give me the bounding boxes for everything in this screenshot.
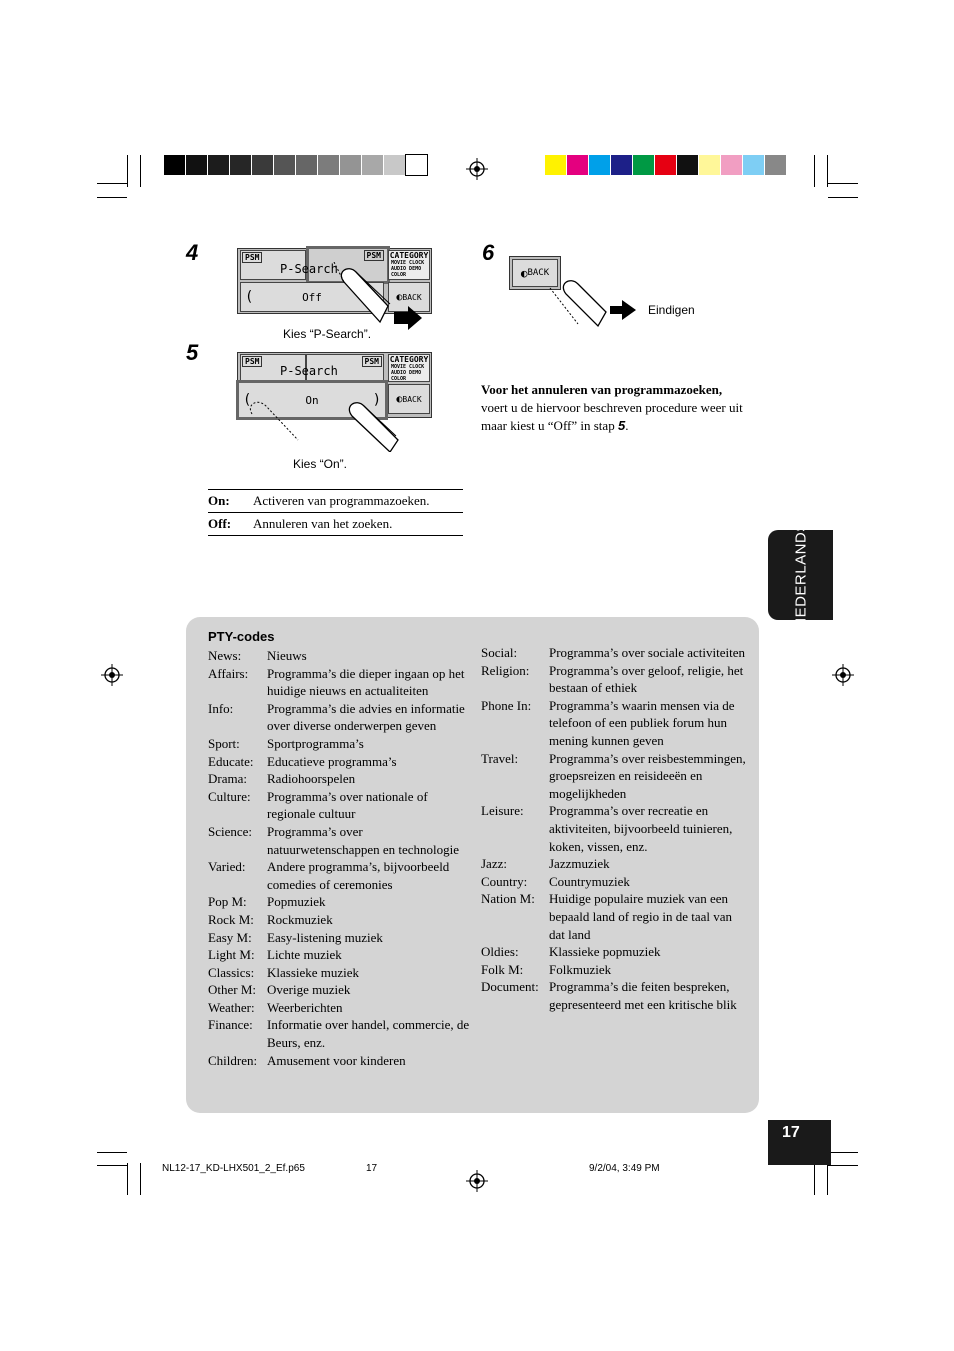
psm-label: PSM: [242, 252, 262, 263]
gray-swatch: [274, 155, 295, 175]
color-swatch: [721, 155, 742, 175]
pty-code-term: Phone In:: [481, 697, 532, 713]
pty-code-row: [208, 893, 473, 911]
definition-row: Off: Annuleren van het zoeken.: [208, 513, 463, 536]
pty-code-row: [208, 929, 473, 947]
pty-code-description: Easy-listening muziek: [267, 929, 383, 945]
pty-codes-left-column: [208, 647, 473, 1069]
pty-code-description: Programma’s over geloof, religie, het bestaan of ethiek: [549, 662, 744, 696]
pty-code-term: Jazz:: [481, 856, 507, 872]
page-number-box: [768, 1120, 831, 1165]
pty-code-row: [481, 697, 751, 750]
cancel-note-end: .: [625, 418, 629, 433]
pty-code-row: [481, 943, 751, 961]
pty-code-row: [208, 770, 473, 788]
color-swatch: [699, 155, 720, 175]
category-menu[interactable]: CATEGORY MOVIE CLOCK AUDIO DEMO COLOR: [389, 251, 429, 278]
registration-mark-bottom: [466, 1170, 488, 1192]
language-tab: [768, 521, 833, 629]
gray-swatch: [252, 155, 273, 175]
p-search-label: P-Search: [280, 364, 338, 378]
pty-code-term: Drama:: [208, 771, 247, 787]
color-swatch: [677, 155, 698, 175]
footer-filename: NL12-17_KD-LHX501_2_Ef.p65: [162, 1163, 305, 1174]
pty-code-term: Varied:: [208, 859, 246, 875]
color-swatch: [655, 155, 676, 175]
pty-code-description: Educatieve programma’s: [267, 753, 397, 769]
pty-code-term: Educate:: [208, 753, 254, 769]
pty-code-term: Light M:: [208, 947, 255, 963]
cancel-note-heading: Voor het annuleren van programmazoeken,: [481, 382, 723, 397]
pty-code-term: Easy M:: [208, 929, 252, 945]
pty-code-term: Document:: [481, 979, 539, 995]
arrow-left-icon[interactable]: (: [245, 289, 254, 305]
arrow-right-icon[interactable]: ): [372, 392, 381, 408]
back-button[interactable]: ◐ BACK: [388, 384, 430, 414]
pty-code-row: [208, 1052, 473, 1070]
pty-code-description: Programma’s die dieper ingaan op het huidige nieuws en actualiteiten: [267, 665, 465, 699]
pty-code-term: Science:: [208, 823, 253, 839]
pty-code-row: [208, 735, 473, 753]
pty-code-row: [208, 999, 473, 1017]
pty-code-description: Programma’s waarin mensen via de telefoon of een publiek forum hun mening kunnen geven: [549, 697, 735, 748]
off-label: Off: [302, 290, 322, 304]
pty-code-term: Culture:: [208, 788, 251, 804]
color-swatch: [765, 155, 786, 175]
psm-label: PSM: [364, 250, 384, 261]
cancel-note-step-ref: 5: [617, 418, 626, 433]
pty-code-term: Children:: [208, 1052, 258, 1068]
pty-codes-title: PTY-codes: [208, 629, 275, 644]
pty-code-term: Social:: [481, 645, 518, 660]
pty-code-row: [481, 855, 751, 873]
language-tab-label: NEDERLANDS: [792, 521, 809, 629]
psm-label: PSM: [362, 356, 382, 367]
pty-code-term: Country:: [481, 873, 528, 889]
pty-code-row: [481, 873, 751, 891]
pty-code-description: Programma’s over recreatie en aktiviteiten, bijvoorbeeld tuinieren, koken, vissen, enz.: [549, 803, 733, 854]
pty-code-description: Nieuws: [267, 648, 307, 663]
pty-code-description: Weerberichten: [267, 999, 343, 1015]
gray-swatch: [230, 155, 251, 175]
color-swatch: [567, 155, 588, 175]
step-5-number: 5: [186, 340, 199, 365]
pty-code-description: Programma’s over nationale of regionale cultuur: [267, 788, 428, 822]
gray-swatch: [318, 155, 339, 175]
gray-swatch: [384, 155, 405, 175]
pty-code-row: [208, 981, 473, 999]
finger-press-icon: [326, 262, 426, 332]
pty-code-term: Religion:: [481, 662, 530, 678]
pty-code-term: Info:: [208, 700, 234, 716]
registration-mark-top: [466, 158, 488, 180]
color-swatch: [611, 155, 632, 175]
pty-code-row: [481, 644, 751, 662]
cancel-note: [481, 381, 761, 435]
pty-code-description: Jazzmuziek: [549, 856, 610, 872]
step-6-number: 6: [482, 240, 495, 265]
pty-code-row: [208, 858, 473, 893]
pty-code-row: [208, 665, 473, 700]
pty-code-term: Rock M:: [208, 911, 254, 927]
pty-code-term: Oldies:: [481, 944, 519, 960]
back-button[interactable]: ◐ BACK: [512, 259, 558, 287]
pty-code-description: Programma’s over natuurwetenschappen en technologie: [267, 823, 460, 857]
pty-code-row: [208, 753, 473, 771]
pty-code-term: Sport:: [208, 735, 240, 751]
registration-mark-left: [101, 664, 123, 686]
gray-swatch: [406, 155, 427, 175]
pty-code-description: Overige muziek: [267, 982, 351, 998]
pty-code-row: [208, 700, 473, 735]
pty-code-term: Other M:: [208, 982, 257, 998]
pty-code-description: Informatie over handel, commercie, de Beurs, enz.: [267, 1017, 470, 1051]
pty-code-description: Lichte muziek: [267, 947, 342, 963]
gray-swatch: [340, 155, 361, 175]
gray-swatch: [208, 155, 229, 175]
pty-code-row: [208, 964, 473, 982]
pty-code-term: Leisure:: [481, 803, 524, 819]
finger-press-icon: [246, 393, 406, 452]
pty-code-description: Programma’s die feiten bespreken, gepresenteerd met een kritische blik: [549, 979, 737, 1012]
psm-label: PSM: [242, 356, 262, 367]
pty-code-row: [481, 978, 751, 1013]
p-search-label: P-Search: [280, 262, 338, 276]
pty-code-row: [481, 961, 751, 979]
pty-code-row: [208, 1016, 473, 1051]
pty-code-row: [481, 890, 751, 943]
pty-code-term: Affairs:: [208, 665, 249, 681]
pty-code-term: News:: [208, 648, 242, 663]
step-4-number: 4: [186, 240, 199, 265]
color-swatch: [633, 155, 654, 175]
pty-code-row: [481, 750, 751, 803]
pty-code-term: Classics:: [208, 964, 255, 980]
gray-swatch: [296, 155, 317, 175]
knob-icon: ◐: [520, 266, 528, 280]
gray-swatch: [164, 155, 185, 175]
back-button[interactable]: ◐ BACK: [388, 282, 430, 312]
footer-date: 9/2/04, 3:49 PM: [589, 1163, 660, 1174]
footer-page: 17: [366, 1163, 378, 1174]
pty-code-row: [208, 911, 473, 929]
pty-code-description: Popmuziek: [267, 894, 326, 910]
pty-code-description: Sportprogramma’s: [267, 735, 364, 751]
pty-code-term: Travel:: [481, 750, 519, 766]
pty-code-row: [208, 788, 473, 823]
on-label: On: [305, 393, 319, 407]
pty-code-description: Rockmuziek: [267, 911, 333, 927]
pty-code-description: Folkmuziek: [549, 961, 612, 977]
pty-code-description: Klassieke muziek: [267, 964, 360, 980]
pty-code-row: [481, 802, 751, 855]
pty-code-description: Radiohoorspelen: [267, 771, 356, 787]
arrow-left-icon[interactable]: (: [243, 392, 252, 408]
pty-code-description: Klassieke popmuziek: [549, 944, 661, 960]
registration-mark-right: [832, 664, 854, 686]
pty-code-description: Programma’s over sociale activiteiten: [549, 645, 746, 660]
gray-swatch: [186, 155, 207, 175]
category-menu[interactable]: CATEGORY MOVIE CLOCK AUDIO DEMO COLOR: [389, 355, 429, 382]
step-4-caption: Kies “P-Search”.: [283, 327, 372, 341]
pty-code-term: Pop M:: [208, 894, 247, 910]
gray-swatch: [362, 155, 383, 175]
pty-code-description: Andere programma’s, bijvoorbeeld comedies of ceremonies: [267, 859, 450, 892]
pty-code-term: Weather:: [208, 999, 255, 1015]
pty-code-term: Finance:: [208, 1017, 253, 1033]
pty-code-description: Programma’s over reisbestemmingen, groepsreizen en reisideeën en mogelijkheden: [549, 750, 746, 801]
step-6-caption: Eindigen: [648, 303, 695, 317]
step-5-caption: Kies “On”.: [293, 457, 348, 471]
on-off-definitions: [208, 489, 463, 536]
pty-code-row: [208, 647, 473, 665]
knob-icon: ◐: [396, 393, 403, 405]
cancel-note-body: voert u de hiervoor beschreven procedure weer uit maar kiest u “Off” in stap: [481, 400, 743, 433]
pty-code-term: Nation M:: [481, 891, 535, 907]
finger-press-icon: [540, 272, 640, 328]
pty-code-term: Folk M:: [481, 961, 524, 977]
pty-code-row: [208, 946, 473, 964]
definition-row: On: Activeren van programmazoeken.: [208, 490, 463, 513]
knob-icon: ◐: [396, 291, 403, 303]
color-swatch: [589, 155, 610, 175]
color-swatch: [545, 155, 566, 175]
color-swatch: [743, 155, 764, 175]
pty-code-description: Countrymuziek: [549, 873, 630, 889]
pty-code-row: [208, 823, 473, 858]
pty-code-description: Programma’s die advies en informatie over diverse onderwerpen geven: [267, 700, 465, 734]
pty-codes-right-column: [481, 644, 751, 1013]
page-number: 17: [782, 1124, 800, 1141]
pty-code-row: [481, 662, 751, 697]
pty-code-description: Huidige populaire muziek van een bepaald land of regio in de taal van dat land: [549, 891, 733, 942]
pty-code-description: Amusement voor kinderen: [267, 1052, 406, 1068]
